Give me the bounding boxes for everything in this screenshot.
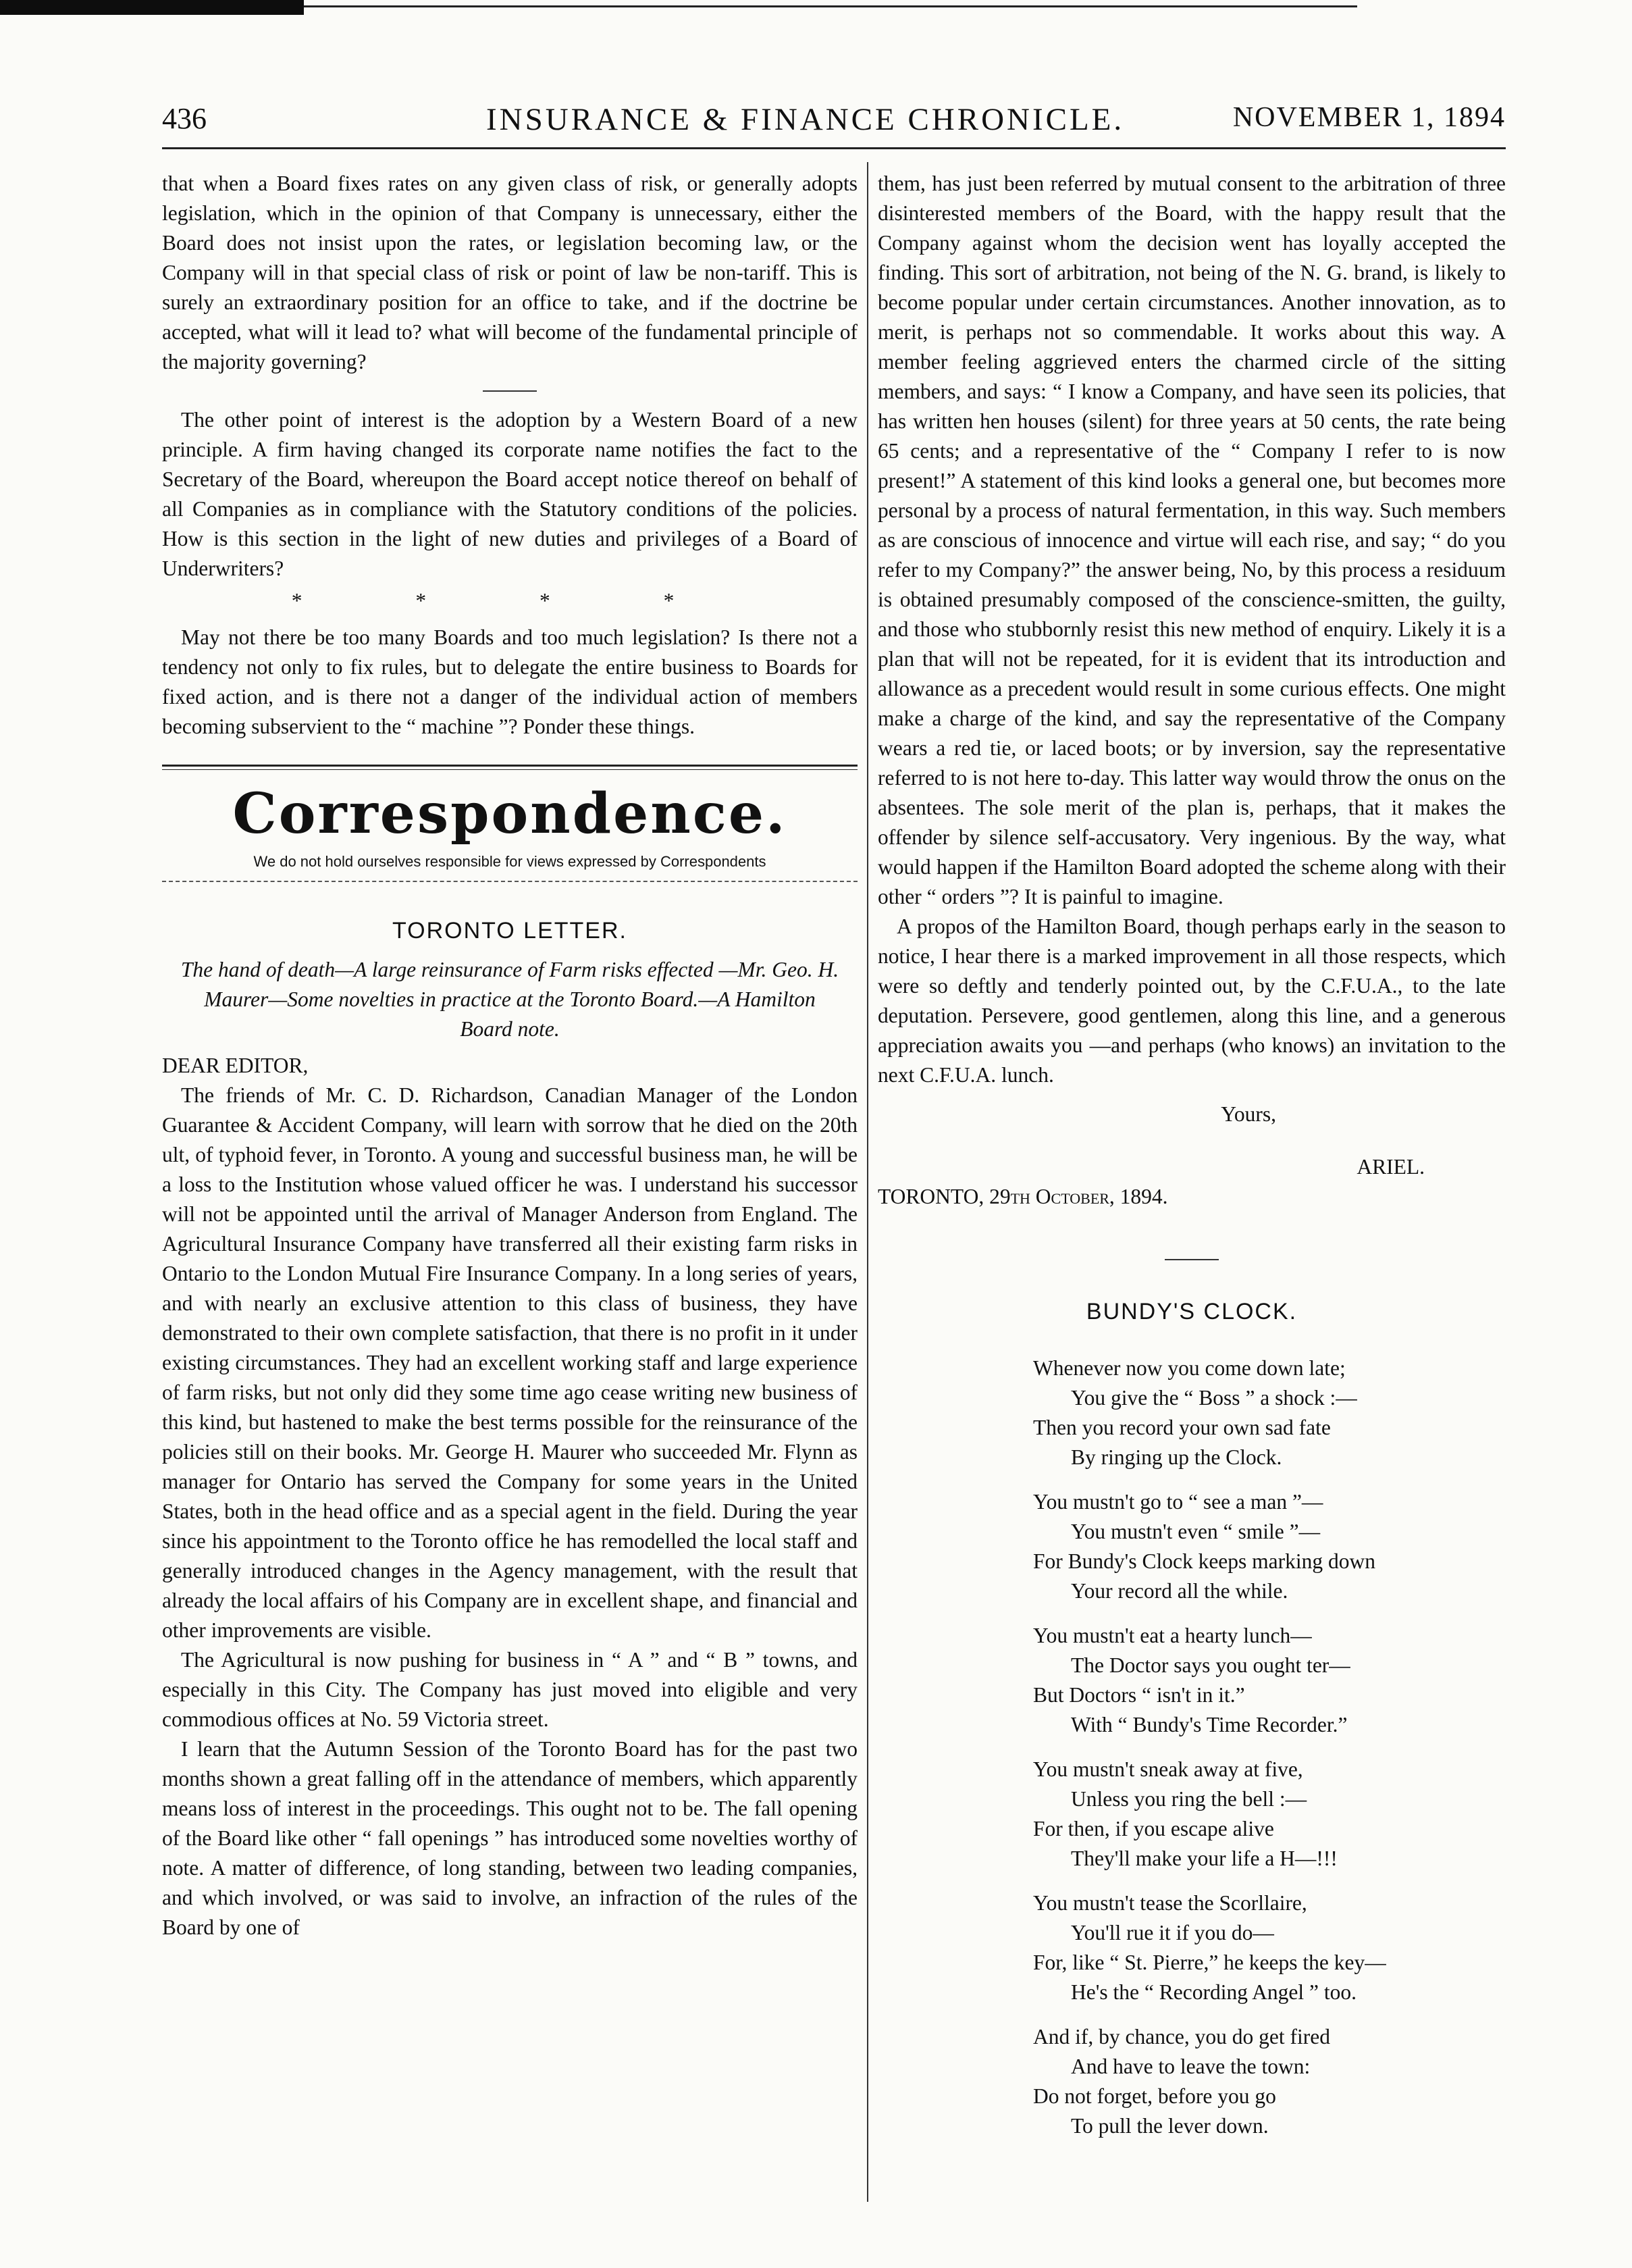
poem-line: Do not forget, before you go [1033, 2084, 1276, 2108]
poem-line: Your record all the while. [1071, 1579, 1288, 1603]
column-divider [867, 162, 868, 2202]
paragraph: The other point of interest is the adoption by a Western Board of a new principle. A firm having changed its corporate name notifies the fact to the Secretary of the Board, whereupon the Board accept notice thereof on behalf of all Companies as in compliance with the Statutory conditions of the policies. How is this section in the light of new duties and privileges of a Board of Underwriters? [162, 408, 858, 580]
poem-line: Then you record your own sad fate [1033, 1416, 1331, 1439]
poem-line: And have to leave the town: [1071, 2055, 1311, 2078]
poem-stanza [1033, 1354, 1506, 1472]
poem-line: Unless you ring the bell :— [1071, 1787, 1307, 1811]
paragraph: The Agricultural is now pushing for business in “ A ” and “ B ” towns, and especially in this City. The Company has just moved into eligible and very commodious offices at No. 59 Victoria street. [162, 1648, 858, 1731]
top-edge-line [304, 5, 1357, 7]
poem-line: You mustn't go to “ see a man ”— [1033, 1490, 1323, 1514]
poem-line: They'll make your life a H—!!! [1071, 1847, 1338, 1870]
poem-line: You'll rue it if you do— [1071, 1921, 1274, 1944]
section-rule [162, 765, 858, 770]
poem-line: But Doctors “ isn't in it.” [1033, 1683, 1245, 1707]
signature: ARIEL. [1357, 1155, 1425, 1179]
dashed-rule [162, 881, 858, 882]
right-column [878, 169, 1506, 2156]
poem-line: For then, if you escape alive [1033, 1817, 1274, 1840]
left-column [162, 169, 858, 1942]
page-header [162, 101, 1506, 142]
poem-line: The Doctor says you ought ter— [1071, 1653, 1350, 1677]
salutation: DEAR EDITOR, [162, 1054, 309, 1077]
poem-line: You mustn't eat a hearty lunch— [1033, 1624, 1312, 1647]
poem-line: You mustn't tease the Scorllaire, [1033, 1891, 1307, 1915]
poem-stanza [1033, 1755, 1506, 1874]
poem-line: For, like “ St. Pierre,” he keeps the key— [1033, 1951, 1386, 1974]
article-title: TORONTO LETTER. [392, 918, 627, 944]
poem-line: And if, by chance, you do get fired [1033, 2025, 1330, 2048]
header-rule [162, 147, 1506, 149]
paragraph: them, has just been referred by mutual consent to the arbitration of three disinterested members of the Board, with the happy result that the Company against whom the decision went has loyally accepted the finding. This sort of arbitration, not being of the N. G. brand, is likely to become popular under certain circumstances. Another innovation, as to merit, is perhaps not so commendable. It works about this way. A member feeling aggrieved enters the charmed circle of the sitting members, and says: “ I know a Company, and have seen its policies, that has written hen houses (silent) for three years at 50 cents, the rate being 65 cents; and a representative of the “ Company I refer to is now present!” A statement of this kind looks a general one, but becomes more personal by a process of natural fermentation, in this way. Such members as are conscious of innocence and virtue will each rise, and say; “ do you refer to my Company?” the answer being, No, by this process a residuum is obtained presumably composed of the conscience-smitten, the guilty, and those who stubbornly resist this new method of enquiry. Likely it is a plan that will not be repeated, for it is evident that its introduction and allowance as a precedent would result in some curious effects. One might make a charge of the kind, and say the representative of the Company wears a red tie, or laced boots; or by inversion, say the representative referred to is not here to-day. This latter way would throw the onus on the absentees. The sole merit of the plan is, perhaps, that it makes the offender by silence self-accusatory. Very ingenious. By the way, what would happen if the Hamilton Board adopted the scheme along with their other “ orders ”? It is painful to imagine. [878, 172, 1506, 908]
separator [483, 390, 537, 392]
section-title: Correspondence. [232, 781, 787, 846]
publication-title: INSURANCE & FINANCE CHRONICLE. [486, 102, 1125, 137]
top-edge-bar [0, 0, 304, 15]
poem-stanza [1033, 1487, 1506, 1606]
paragraph: The friends of Mr. C. D. Richardson, Canadian Manager of the London Guarantee & Accident Company, will learn with sorrow that he died on the 20th ult, of typhoid fever, in Toronto. A young and successful business man, he will be a loss to the Institution whose valued officer he was. I understand his successor will not be appointed until the arrival of Manager Anderson from England. The Agricultural Insurance Company have transferred all their existing farm risks in Ontario to the London Mutual Fire Insurance Company. In a long series of years, and with nearly an exclusive attention to this class of business, they have demonstrated to their own complete satisfaction, that there is no profit in it under existing circumstances. They had an excellent working staff and large experience of farm risks, but not only did they some time ago cease writing new business of this kind, but hastened to make the best terms possible for the reinsurance of the policies still on their books. Mr. George H. Maurer who succeeded Mr. Flynn as manager for Ontario has served the Company for some years in the United States, both in the head office and as a special agent in the field. During the year since his appointment to the Toronto office he has remodelled the local staff and generally introduced changes in the Agency management, with the result that already the local affairs of his Company are in excellent shape, and financial and other improvements are visible. [162, 1083, 858, 1642]
poem-title: BUNDY'S CLOCK. [1086, 1299, 1298, 1324]
issue-date: NOVEMBER 1, 1894 [1232, 102, 1506, 133]
asterism: * * * * [291, 589, 729, 613]
poem [1033, 1354, 1506, 2141]
poem-stanza [1033, 2022, 1506, 2141]
page-number: 436 [162, 102, 207, 135]
paragraph: I learn that the Autumn Session of the Toronto Board has for the past two months shown a great falling off in the attendance of members, which apparently means loss of interest in the proceedings. This ought not to be. The fall opening of the Board like other “ fall openings ” has introduced some novelties worthy of note. A matter of difference, of long standing, between two leading companies, and which involved, or was said to involve, an infraction of the rules of the Board by one of [162, 1737, 858, 1939]
poem-stanza [1033, 1888, 1506, 2007]
poem-line: With “ Bundy's Time Recorder.” [1071, 1713, 1348, 1736]
poem-line: You mustn't sneak away at five, [1033, 1757, 1303, 1781]
poem-line: By ringing up the Clock. [1071, 1445, 1282, 1469]
poem-line: He's the “ Recording Angel ” too. [1071, 1980, 1357, 2004]
paragraph: A propos of the Hamilton Board, though perhaps early in the season to notice, I hear there is a marked improvement in all those respects, which were so deftly and tenderly pointed out, by the C.F.U.A., to the late deputation. Persevere, good gentlemen, along this line, and a generous appreciation awaits you —and perhaps (who knows) an invitation to the next C.F.U.A. lunch. [878, 914, 1506, 1087]
poem-line: You mustn't even “ smile ”— [1071, 1520, 1321, 1543]
poem-line: You give the “ Boss ” a shock :— [1071, 1386, 1357, 1410]
paragraph: that when a Board fixes rates on any given class of risk, or generally adopts legislation, which in the opinion of that Company is unnecessary, either the Board does not insist upon the rates, or legislation becoming law, or the Company will in that special class of risk or point of law be non-tariff. This is surely an extraordinary position for an office to take, and if the doctrine be accepted, what will it lead to? what will become of the fundamental principle of the majority governing? [162, 172, 858, 373]
article-subtitle: The hand of death—A large reinsurance of Farm risks effected —Mr. Geo. H. Maurer—Some novelties in practice at the Toronto Board.—A Hamilton Board note. [180, 958, 839, 1041]
closing: Yours, [1221, 1102, 1276, 1126]
separator [1165, 1259, 1219, 1260]
poem-line: Whenever now you come down late; [1033, 1356, 1346, 1380]
paragraph: May not there be too many Boards and too much legislation? Is there not a tendency not only to fix rules, but to delegate the entire business to Boards for fixed action, and is there not a danger of the individual action of members becoming subservient to the “ machine ”? Ponder these things. [162, 625, 858, 738]
poem-stanza [1033, 1621, 1506, 1740]
disclaimer: We do not hold ourselves responsible for views expressed by Correspondents [253, 853, 766, 870]
poem-line: For Bundy's Clock keeps marking down [1033, 1549, 1376, 1573]
dateline: TORONTO, 29th October, 1894. [878, 1185, 1168, 1208]
poem-line: To pull the lever down. [1071, 2114, 1269, 2138]
